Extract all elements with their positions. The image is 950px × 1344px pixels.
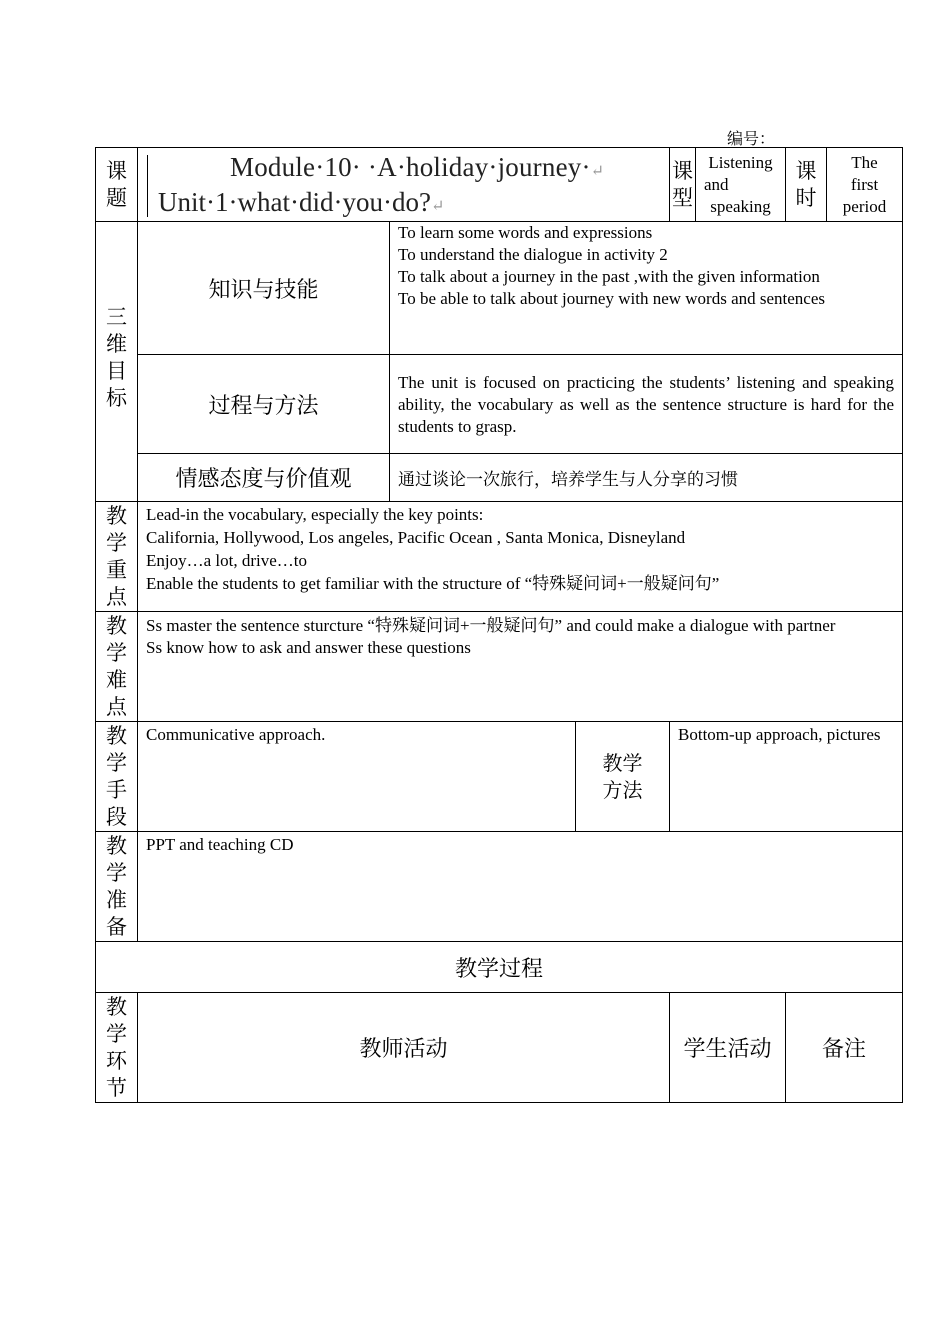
period-label: 课时 [786, 148, 827, 222]
preparation-row [96, 832, 903, 942]
key-points-row [96, 502, 903, 612]
key-point-line: Enable the students to get familiar with the structure of “特殊疑问词+一般疑问句” [146, 574, 720, 593]
serial-number-label: 编号： [727, 131, 776, 148]
topic-label-text: 课题 [106, 158, 127, 210]
knowledge-content [390, 222, 903, 355]
preparation-content: PPT and teaching CD [138, 832, 903, 942]
objectives-process-row [96, 355, 903, 454]
preparation-label: 教学准备 [96, 832, 138, 942]
process-content: The unit is focused on practicing the students’ listening and speaking ability, the vocabulary as well as the sentence structure is hard for the students to grasp. [390, 355, 903, 454]
type-label: 课型 [670, 148, 696, 222]
title-row [96, 148, 903, 222]
stage-label: 教学环节 [96, 993, 138, 1103]
type-value: Listening and speaking [696, 148, 786, 222]
knowledge-line: To talk about a journey in the past ,with the given information [398, 267, 820, 286]
key-points-label: 教学重点 [96, 502, 138, 612]
emotion-label: 情感态度与价值观 [138, 454, 390, 502]
student-activity-label: 学生活动 [670, 993, 786, 1103]
topic-label [96, 148, 138, 222]
knowledge-line: To be able to talk about journey with new words and sentences [398, 289, 826, 308]
method-label: 教学方法 [576, 722, 670, 832]
knowledge-line: To learn some words and expressions [398, 223, 653, 242]
key-points-content [138, 502, 903, 612]
means-label: 教学手段 [96, 722, 138, 832]
lesson-plan-table [95, 147, 903, 1103]
key-point-line: California, Hollywood, Los angeles, Pacific Ocean , Santa Monica, Disneyland [146, 528, 686, 547]
paragraph-mark-icon: ↵ [590, 162, 605, 180]
paragraph-mark-icon: ↵ [430, 197, 445, 215]
objectives-emotion-row [96, 454, 903, 502]
difficulties-row [96, 612, 903, 722]
emotion-content: 通过谈论一次旅行，培养学生与人分享的习惯 [390, 454, 903, 502]
difficulty-line: Ss know how to ask and answer these questions [146, 638, 471, 657]
topic-value-cell [138, 148, 670, 222]
difficulties-label: 教学难点 [96, 612, 138, 722]
objectives-group-label: 三维目标 [96, 222, 138, 502]
knowledge-line: To understand the dialogue in activity 2 [398, 245, 668, 264]
module-title: Module·10· ·A·holiday·journey·↵ [230, 151, 605, 182]
difficulties-content [138, 612, 903, 722]
method-content: Bottom-up approach, pictures [670, 722, 903, 832]
difficulty-line: Ss master the sentence sturcture “特殊疑问词+一般疑问句” and could make a dialogue with partner [146, 616, 836, 635]
cursor-bar [147, 155, 148, 217]
notes-label: 备注 [786, 993, 903, 1103]
key-point-line: Enjoy…a lot, drive…to [146, 551, 308, 570]
key-point-line: Lead-in the vocabulary, especially the key points: [146, 505, 484, 524]
process-heading-row [96, 942, 903, 993]
knowledge-label: 知识与技能 [138, 222, 390, 355]
means-content: Communicative approach. [138, 722, 576, 832]
period-value: The first period [827, 148, 903, 222]
process-label: 过程与方法 [138, 355, 390, 454]
means-row [96, 722, 903, 832]
objectives-knowledge-row [96, 222, 903, 355]
unit-title: Unit·1·what·did·you·do?↵ [158, 186, 445, 217]
process-header-row [96, 993, 903, 1103]
teacher-activity-label: 教师活动 [138, 993, 670, 1103]
process-heading: 教学过程 [96, 942, 903, 993]
